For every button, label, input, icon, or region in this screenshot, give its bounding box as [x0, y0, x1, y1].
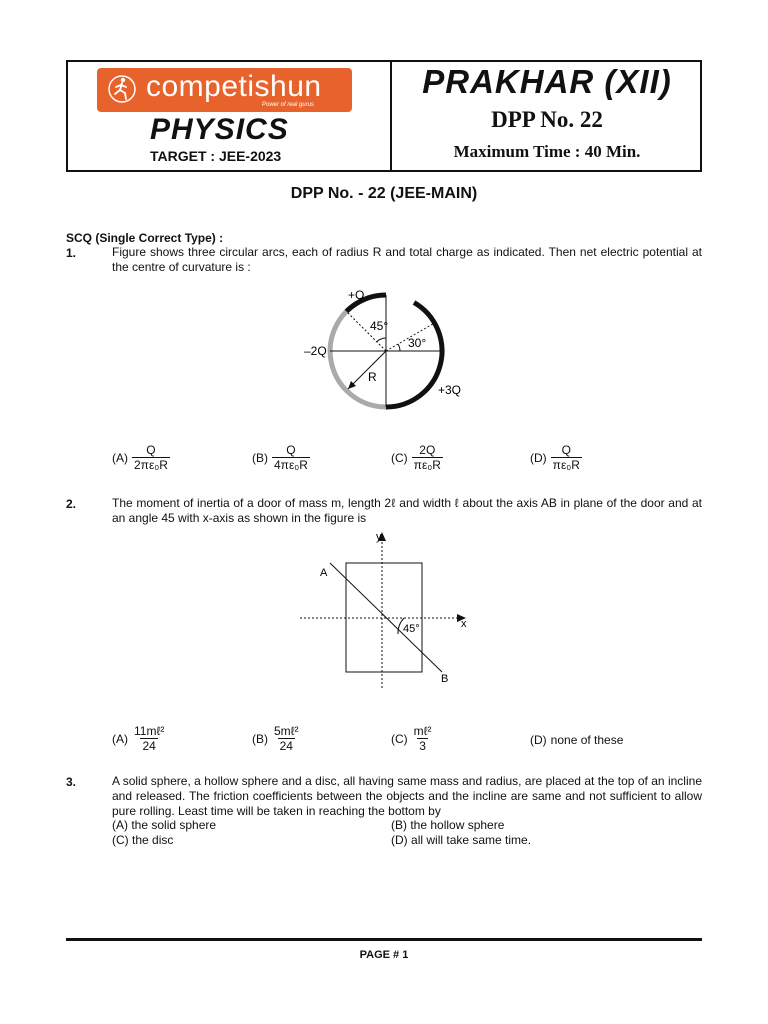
- runner-logo-icon: [106, 72, 138, 106]
- q2-number: 2.: [66, 497, 77, 511]
- fraction-numerator: 11mℓ²: [134, 724, 165, 738]
- subject-title: PHYSICS: [150, 113, 289, 146]
- question-type-heading: SCQ (Single Correct Type) :: [66, 231, 224, 245]
- q1-number: 1.: [66, 246, 77, 260]
- page-number: PAGE # 1: [359, 949, 409, 961]
- q3-option-b[interactable]: [391, 818, 504, 832]
- q2-option-a-fraction: [132, 724, 166, 754]
- q2-option-a-label: (A): [112, 732, 128, 746]
- q1-label-45: 45°: [370, 319, 389, 333]
- fraction-denominator: πε₀R: [552, 458, 580, 472]
- fraction-denominator: πε₀R: [413, 458, 441, 472]
- q3-option-d-label: (D): [391, 833, 408, 847]
- q2-door-figure: [296, 530, 476, 690]
- max-time: Maximum Time : 40 Min.: [453, 142, 641, 161]
- q1-option-a-label: (A): [112, 451, 128, 465]
- q1-label-30: 30°: [408, 336, 427, 350]
- q3-text: A solid sphere, a hollow sphere and a disc, all having same mass and radius, are placed at the top of an incline and released. The friction coefficients between the objects and the incline are same and not sufficient to allow pure rolling. Least time will be taken in reaching the bottom by: [112, 774, 702, 818]
- q2-text: The moment of inertia of a door of mass m, length 2ℓ and width ℓ about the axis AB in plane of the door and at an angle 45 with x-axis as shown in the figure is: [112, 496, 702, 525]
- q1-option-c[interactable]: [391, 443, 443, 473]
- target-exam: TARGET : JEE-2023: [150, 148, 282, 164]
- q1-option-c-label: (C): [391, 451, 408, 465]
- series-title: PRAKHAR (XII): [422, 63, 672, 100]
- q2-option-a[interactable]: [112, 724, 166, 754]
- q3-option-a[interactable]: [112, 818, 216, 832]
- q2-option-d-text: none of these: [550, 733, 624, 747]
- q1-label-minus-2q: –2Q: [304, 344, 327, 358]
- q1-option-b-label: (B): [252, 451, 268, 465]
- q3-option-a-label: (A): [112, 818, 128, 832]
- q3-option-b-text: the hollow sphere: [410, 818, 505, 832]
- fraction-numerator: 5mℓ²: [274, 724, 299, 738]
- q2-option-c-fraction: [412, 724, 434, 754]
- q1-option-d[interactable]: [530, 443, 582, 473]
- logo-text: competishun: [146, 70, 322, 103]
- q1-label-plus-3q: +3Q: [438, 383, 462, 397]
- q1-option-b[interactable]: [252, 443, 310, 473]
- q3-option-c[interactable]: [112, 833, 173, 847]
- fraction-denominator: 24: [279, 739, 293, 753]
- q2-label-y: y: [376, 531, 382, 543]
- fraction-numerator: mℓ²: [413, 724, 432, 738]
- q3-number: 3.: [66, 775, 77, 789]
- q3-option-c-label: (C): [112, 833, 129, 847]
- q1-option-c-fraction: [412, 443, 443, 473]
- q1-option-a-fraction: [132, 443, 170, 473]
- footer-rule: [66, 938, 702, 941]
- q2-label-b: B: [441, 673, 449, 685]
- dpp-number: DPP No. 22: [491, 107, 603, 132]
- section-title: DPP No. - 22 (JEE-MAIN): [290, 185, 478, 202]
- fraction-numerator: 2Q: [419, 443, 436, 457]
- q2-option-d[interactable]: [530, 733, 623, 747]
- q2-option-b-fraction: [272, 724, 301, 754]
- q2-option-d-label: (D): [530, 733, 547, 747]
- fraction-denominator: 3: [419, 739, 426, 753]
- fraction-denominator: 24: [142, 739, 156, 753]
- q2-label-x: x: [461, 618, 467, 630]
- q3-option-d-text: all will take same time.: [411, 833, 532, 847]
- q1-arcs-figure: [290, 282, 480, 412]
- q3-option-a-text: the solid sphere: [131, 818, 217, 832]
- fraction-numerator: Q: [286, 443, 296, 457]
- fraction-denominator: 2πε₀R: [134, 458, 168, 472]
- q3-option-b-label: (B): [391, 818, 407, 832]
- fraction-denominator: 4πε₀R: [274, 458, 308, 472]
- fraction-numerator: Q: [146, 443, 156, 457]
- q3-option-d[interactable]: [391, 833, 531, 847]
- q1-option-d-fraction: [551, 443, 582, 473]
- q1-option-d-label: (D): [530, 451, 547, 465]
- fraction-numerator: Q: [561, 443, 571, 457]
- q2-label-45: 45°: [403, 623, 420, 635]
- q1-text: Figure shows three circular arcs, each of radius R and total charge as indicated. Then net electric potential at the centre of curvature is :: [112, 245, 702, 274]
- q2-option-b[interactable]: [252, 724, 301, 754]
- q1-option-a[interactable]: [112, 443, 170, 473]
- q2-option-c-label: (C): [391, 732, 408, 746]
- q1-option-b-fraction: [272, 443, 310, 473]
- q2-option-c[interactable]: [391, 724, 434, 754]
- logo-tagline: Power of real gurus: [262, 102, 315, 108]
- q1-label-r: R: [368, 370, 377, 384]
- q2-label-a: A: [320, 567, 328, 579]
- q2-option-b-label: (B): [252, 732, 268, 746]
- q1-label-plus-q: +Q: [348, 288, 365, 302]
- q3-option-c-text: the disc: [132, 833, 174, 847]
